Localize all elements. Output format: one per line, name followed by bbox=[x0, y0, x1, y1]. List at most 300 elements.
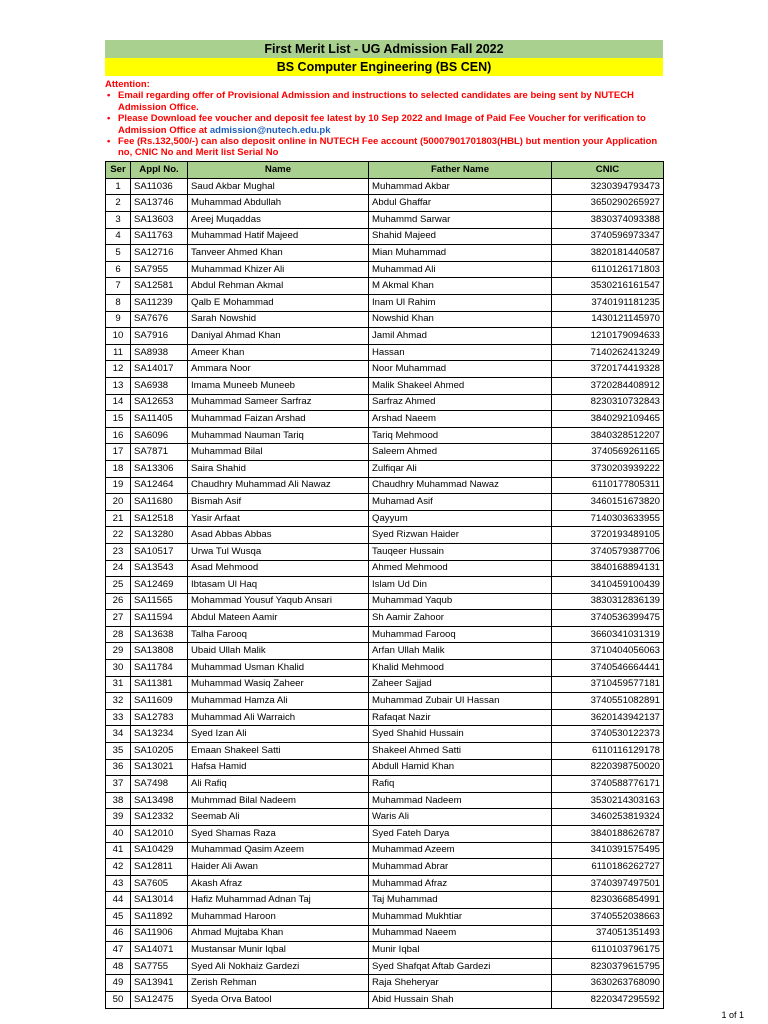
cnic-cell: 3820181440587 bbox=[552, 245, 664, 262]
father-name-cell: Nowshid Khan bbox=[369, 311, 552, 328]
name-cell: Muhammad Sameer Sarfraz bbox=[188, 394, 369, 411]
appl-no-cell: SA11680 bbox=[131, 494, 188, 511]
father-name-cell: Muhammd Sarwar bbox=[369, 212, 552, 229]
appl-no-cell: SA11036 bbox=[131, 178, 188, 195]
appl-no-cell: SA14071 bbox=[131, 942, 188, 959]
name-cell: Muhmmad Bilal Nadeem bbox=[188, 792, 369, 809]
ser-cell: 39 bbox=[106, 809, 131, 826]
ser-cell: 4 bbox=[106, 228, 131, 245]
name-cell: Muhammad Haroon bbox=[188, 908, 369, 925]
name-cell: Muhammad Abdullah bbox=[188, 195, 369, 212]
father-name-cell: Malik Shakeel Ahmed bbox=[369, 377, 552, 394]
appl-no-cell: SA13638 bbox=[131, 626, 188, 643]
name-cell: Zerish Rehman bbox=[188, 975, 369, 992]
father-name-cell: Qayyum bbox=[369, 510, 552, 527]
ser-cell: 26 bbox=[106, 593, 131, 610]
father-name-cell: Abid Hussain Shah bbox=[369, 991, 552, 1008]
ser-cell: 40 bbox=[106, 826, 131, 843]
father-name-cell: Muhammad Mukhtiar bbox=[369, 908, 552, 925]
name-cell: Mohammad Yousuf Yaqub Ansari bbox=[188, 593, 369, 610]
appl-no-cell: SA11381 bbox=[131, 676, 188, 693]
ser-cell: 13 bbox=[106, 377, 131, 394]
table-header-row bbox=[106, 161, 664, 178]
appl-no-cell: SA6938 bbox=[131, 377, 188, 394]
appl-no-cell: SA7755 bbox=[131, 958, 188, 975]
table-row bbox=[106, 361, 664, 378]
table-row bbox=[106, 693, 664, 710]
appl-no-cell: SA11906 bbox=[131, 925, 188, 942]
father-name-cell: Inam Ul Rahim bbox=[369, 295, 552, 312]
name-cell: Haider Ali Awan bbox=[188, 859, 369, 876]
father-name-cell: Abdull Hamid Khan bbox=[369, 759, 552, 776]
appl-no-cell: SA7955 bbox=[131, 261, 188, 278]
ser-cell: 37 bbox=[106, 776, 131, 793]
appl-no-cell: SA8938 bbox=[131, 344, 188, 361]
table-row bbox=[106, 842, 664, 859]
appl-no-cell: SA13014 bbox=[131, 892, 188, 909]
cnic-cell: 3630263768090 bbox=[552, 975, 664, 992]
table-row bbox=[106, 344, 664, 361]
cnic-cell: 6110103796175 bbox=[552, 942, 664, 959]
name-cell: Akash Afraz bbox=[188, 875, 369, 892]
table-row bbox=[106, 676, 664, 693]
name-cell: Mustansar Munir Iqbal bbox=[188, 942, 369, 959]
name-cell: Ahmad Mujtaba Khan bbox=[188, 925, 369, 942]
appl-no-cell: SA11239 bbox=[131, 295, 188, 312]
cnic-cell: 3660341031319 bbox=[552, 626, 664, 643]
name-cell: Qalb E Mohammad bbox=[188, 295, 369, 312]
father-name-cell: Sarfraz Ahmed bbox=[369, 394, 552, 411]
ser-cell: 24 bbox=[106, 560, 131, 577]
father-name-cell: Abdul Ghaffar bbox=[369, 195, 552, 212]
table-row bbox=[106, 494, 664, 511]
merit-table bbox=[105, 161, 664, 1009]
ser-cell: 42 bbox=[106, 859, 131, 876]
appl-no-cell: SA12464 bbox=[131, 477, 188, 494]
attention-notice bbox=[105, 79, 663, 159]
table-row bbox=[106, 427, 664, 444]
table-row bbox=[106, 875, 664, 892]
ser-cell: 3 bbox=[106, 212, 131, 229]
notice-item-fee bbox=[105, 136, 663, 159]
appl-no-cell: SA11609 bbox=[131, 693, 188, 710]
name-cell: Muhammad Faizan Arshad bbox=[188, 411, 369, 428]
cnic-cell: 3460151673820 bbox=[552, 494, 664, 511]
father-name-cell: Muhammad Nadeem bbox=[369, 792, 552, 809]
appl-no-cell: SA11763 bbox=[131, 228, 188, 245]
father-name-cell: Shakeel Ahmed Satti bbox=[369, 743, 552, 760]
table-row bbox=[106, 377, 664, 394]
table-body bbox=[106, 178, 664, 1008]
cnic-cell: 8220347295592 bbox=[552, 991, 664, 1008]
father-name-cell: Rafiq bbox=[369, 776, 552, 793]
father-name-cell: Arshad Naeem bbox=[369, 411, 552, 428]
name-cell: Emaan Shakeel Satti bbox=[188, 743, 369, 760]
name-cell: Imama Muneeb Muneeb bbox=[188, 377, 369, 394]
table-row bbox=[106, 991, 664, 1008]
appl-no-cell: SA13306 bbox=[131, 460, 188, 477]
ser-cell: 49 bbox=[106, 975, 131, 992]
table-row bbox=[106, 660, 664, 677]
ser-cell: 45 bbox=[106, 908, 131, 925]
father-name-cell: Muhammad Ali bbox=[369, 261, 552, 278]
ser-cell: 50 bbox=[106, 991, 131, 1008]
ser-cell: 2 bbox=[106, 195, 131, 212]
cnic-cell: 1430121145970 bbox=[552, 311, 664, 328]
name-cell: Asad Mehmood bbox=[188, 560, 369, 577]
table-row bbox=[106, 577, 664, 594]
father-name-cell: Syed Shafqat Aftab Gardezi bbox=[369, 958, 552, 975]
notice-item-voucher-text: Please Download fee voucher and deposit fee latest by 10 Sep 2022 and Image of Paid Fee Voucher for verification to Admission Office at bbox=[118, 113, 646, 136]
name-cell: Syed Ali Nokhaiz Gardezi bbox=[188, 958, 369, 975]
father-name-cell: Muhammad Naeem bbox=[369, 925, 552, 942]
cnic-cell: 3720193489105 bbox=[552, 527, 664, 544]
ser-cell: 32 bbox=[106, 693, 131, 710]
cnic-cell: 3740588776171 bbox=[552, 776, 664, 793]
column-header-father-name: Father Name bbox=[369, 161, 552, 178]
attention-label: Attention: bbox=[105, 79, 150, 90]
appl-no-cell: SA12518 bbox=[131, 510, 188, 527]
cnic-cell: 6110177805311 bbox=[552, 477, 664, 494]
table-row bbox=[106, 212, 664, 229]
column-header-appl-no: Appl No. bbox=[131, 161, 188, 178]
cnic-cell: 3740191181235 bbox=[552, 295, 664, 312]
cnic-cell: 3620143942137 bbox=[552, 709, 664, 726]
table-row bbox=[106, 726, 664, 743]
page-number: 1 of 1 bbox=[721, 1010, 744, 1020]
cnic-cell: 3830312836139 bbox=[552, 593, 664, 610]
cnic-cell: 1210179094633 bbox=[552, 328, 664, 345]
ser-cell: 43 bbox=[106, 875, 131, 892]
cnic-cell: 3840328512207 bbox=[552, 427, 664, 444]
table-row bbox=[106, 610, 664, 627]
table-row bbox=[106, 975, 664, 992]
appl-no-cell: SA12653 bbox=[131, 394, 188, 411]
appl-no-cell: SA11594 bbox=[131, 610, 188, 627]
cnic-cell: 3710404056063 bbox=[552, 643, 664, 660]
father-name-cell: Syed Fateh Darya bbox=[369, 826, 552, 843]
table-row bbox=[106, 643, 664, 660]
ser-cell: 19 bbox=[106, 477, 131, 494]
father-name-cell: Muhammad Afraz bbox=[369, 875, 552, 892]
cnic-cell: 3740569261165 bbox=[552, 444, 664, 461]
cnic-cell: 3840188626787 bbox=[552, 826, 664, 843]
notice-item-email bbox=[105, 90, 663, 113]
appl-no-cell: SA12475 bbox=[131, 991, 188, 1008]
table-row bbox=[106, 477, 664, 494]
father-name-cell: Munir Iqbal bbox=[369, 942, 552, 959]
appl-no-cell: SA12581 bbox=[131, 278, 188, 295]
ser-cell: 11 bbox=[106, 344, 131, 361]
table-row bbox=[106, 295, 664, 312]
father-name-cell: Ahmed Mehmood bbox=[369, 560, 552, 577]
name-cell: Muhammad Ali Warraich bbox=[188, 709, 369, 726]
cnic-cell: 3720284408912 bbox=[552, 377, 664, 394]
table-row bbox=[106, 560, 664, 577]
appl-no-cell: SA7498 bbox=[131, 776, 188, 793]
appl-no-cell: SA11784 bbox=[131, 660, 188, 677]
name-cell: Areej Muqaddas bbox=[188, 212, 369, 229]
name-cell: Muhammad Hamza Ali bbox=[188, 693, 369, 710]
father-name-cell: Khalid Mehmood bbox=[369, 660, 552, 677]
father-name-cell: Tauqeer Hussain bbox=[369, 543, 552, 560]
father-name-cell: Zaheer Sajjad bbox=[369, 676, 552, 693]
notice-item-fee-text: Fee (Rs.132,500/-) can also deposit online in NUTECH Fee account (50007901701803(HBL) but mention your Application no, CNIC No and Merit list Serial No bbox=[118, 136, 658, 159]
cnic-cell: 7140262413249 bbox=[552, 344, 664, 361]
ser-cell: 10 bbox=[106, 328, 131, 345]
table-row bbox=[106, 394, 664, 411]
cnic-cell: 3740530122373 bbox=[552, 726, 664, 743]
cnic-cell: 3410459100439 bbox=[552, 577, 664, 594]
appl-no-cell: SA11892 bbox=[131, 908, 188, 925]
appl-no-cell: SA13941 bbox=[131, 975, 188, 992]
cnic-cell: 3460253819324 bbox=[552, 809, 664, 826]
ser-cell: 8 bbox=[106, 295, 131, 312]
ser-cell: 48 bbox=[106, 958, 131, 975]
table-row bbox=[106, 809, 664, 826]
name-cell: Hafsa Hamid bbox=[188, 759, 369, 776]
name-cell: Syed Shamas Raza bbox=[188, 826, 369, 843]
cnic-cell: 3410391575495 bbox=[552, 842, 664, 859]
name-cell: Daniyal Ahmad Khan bbox=[188, 328, 369, 345]
table-row bbox=[106, 892, 664, 909]
ser-cell: 35 bbox=[106, 743, 131, 760]
father-name-cell: Taj Muhammad bbox=[369, 892, 552, 909]
father-name-cell: Syed Rizwan Haider bbox=[369, 527, 552, 544]
table-row bbox=[106, 776, 664, 793]
table-row bbox=[106, 908, 664, 925]
appl-no-cell: SA13543 bbox=[131, 560, 188, 577]
father-name-cell: Muhammad Abrar bbox=[369, 859, 552, 876]
cnic-cell: 3710459577181 bbox=[552, 676, 664, 693]
name-cell: Sarah Nowshid bbox=[188, 311, 369, 328]
ser-cell: 29 bbox=[106, 643, 131, 660]
appl-no-cell: SA10429 bbox=[131, 842, 188, 859]
cnic-cell: 374051351493 bbox=[552, 925, 664, 942]
name-cell: Syeda Orva Batool bbox=[188, 991, 369, 1008]
name-cell: Abdul Mateen Aamir bbox=[188, 610, 369, 627]
name-cell: Ammara Noor bbox=[188, 361, 369, 378]
ser-cell: 34 bbox=[106, 726, 131, 743]
name-cell: Muhammad Khizer Ali bbox=[188, 261, 369, 278]
table-row bbox=[106, 444, 664, 461]
ser-cell: 6 bbox=[106, 261, 131, 278]
father-name-cell: Zulfiqar Ali bbox=[369, 460, 552, 477]
father-name-cell: Hassan bbox=[369, 344, 552, 361]
table-row bbox=[106, 743, 664, 760]
appl-no-cell: SA14017 bbox=[131, 361, 188, 378]
father-name-cell: Muhammad Akbar bbox=[369, 178, 552, 195]
ser-cell: 12 bbox=[106, 361, 131, 378]
cnic-cell: 3740397497501 bbox=[552, 875, 664, 892]
table-row bbox=[106, 826, 664, 843]
table-row bbox=[106, 278, 664, 295]
appl-no-cell: SA11405 bbox=[131, 411, 188, 428]
father-name-cell: Muhamad Asif bbox=[369, 494, 552, 511]
merit-list-sheet bbox=[105, 40, 663, 1009]
cnic-cell: 3840292109465 bbox=[552, 411, 664, 428]
appl-no-cell: SA12010 bbox=[131, 826, 188, 843]
table-row bbox=[106, 261, 664, 278]
appl-no-cell: SA13280 bbox=[131, 527, 188, 544]
ser-cell: 16 bbox=[106, 427, 131, 444]
name-cell: Ibtasam Ul Haq bbox=[188, 577, 369, 594]
appl-no-cell: SA12811 bbox=[131, 859, 188, 876]
father-name-cell: Mian Muhammad bbox=[369, 245, 552, 262]
cnic-cell: 3740579387706 bbox=[552, 543, 664, 560]
table-row bbox=[106, 593, 664, 610]
name-cell: Bismah Asif bbox=[188, 494, 369, 511]
cnic-cell: 8230366854991 bbox=[552, 892, 664, 909]
father-name-cell: Tariq Mehmood bbox=[369, 427, 552, 444]
ser-cell: 27 bbox=[106, 610, 131, 627]
name-cell: Tanveer Ahmed Khan bbox=[188, 245, 369, 262]
father-name-cell: Waris Ali bbox=[369, 809, 552, 826]
name-cell: Ubaid Ullah Malik bbox=[188, 643, 369, 660]
father-name-cell: Muhammad Azeem bbox=[369, 842, 552, 859]
cnic-cell: 6110126171803 bbox=[552, 261, 664, 278]
table-row bbox=[106, 460, 664, 477]
appl-no-cell: SA12332 bbox=[131, 809, 188, 826]
ser-cell: 20 bbox=[106, 494, 131, 511]
name-cell: Ali Rafiq bbox=[188, 776, 369, 793]
notice-item-voucher bbox=[105, 113, 663, 136]
father-name-cell: Muhammad Farooq bbox=[369, 626, 552, 643]
ser-cell: 14 bbox=[106, 394, 131, 411]
appl-no-cell: SA13746 bbox=[131, 195, 188, 212]
table-row bbox=[106, 925, 664, 942]
cnic-cell: 8230310732843 bbox=[552, 394, 664, 411]
name-cell: Muhammad Qasim Azeem bbox=[188, 842, 369, 859]
appl-no-cell: SA13021 bbox=[131, 759, 188, 776]
appl-no-cell: SA13234 bbox=[131, 726, 188, 743]
ser-cell: 9 bbox=[106, 311, 131, 328]
appl-no-cell: SA12783 bbox=[131, 709, 188, 726]
name-cell: Talha Farooq bbox=[188, 626, 369, 643]
name-cell: Abdul Rehman Akmal bbox=[188, 278, 369, 295]
ser-cell: 21 bbox=[106, 510, 131, 527]
appl-no-cell: SA7871 bbox=[131, 444, 188, 461]
appl-no-cell: SA13603 bbox=[131, 212, 188, 229]
appl-no-cell: SA13808 bbox=[131, 643, 188, 660]
cnic-cell: 3740536399475 bbox=[552, 610, 664, 627]
ser-cell: 1 bbox=[106, 178, 131, 195]
father-name-cell: Islam Ud Din bbox=[369, 577, 552, 594]
cnic-cell: 3740596973347 bbox=[552, 228, 664, 245]
table-row bbox=[106, 942, 664, 959]
cnic-cell: 7140303633955 bbox=[552, 510, 664, 527]
ser-cell: 30 bbox=[106, 660, 131, 677]
appl-no-cell: SA10205 bbox=[131, 743, 188, 760]
column-header-name: Name bbox=[188, 161, 369, 178]
name-cell: Urwa Tul Wusqa bbox=[188, 543, 369, 560]
name-cell: Saira Shahid bbox=[188, 460, 369, 477]
father-name-cell: Muhammad Yaqub bbox=[369, 593, 552, 610]
ser-cell: 25 bbox=[106, 577, 131, 594]
name-cell: Hafiz Muhammad Adnan Taj bbox=[188, 892, 369, 909]
name-cell: Yasir Arfaat bbox=[188, 510, 369, 527]
ser-cell: 15 bbox=[106, 411, 131, 428]
father-name-cell: M Akmal Khan bbox=[369, 278, 552, 295]
table-row bbox=[106, 328, 664, 345]
father-name-cell: Chaudhry Muhammad Nawaz bbox=[369, 477, 552, 494]
appl-no-cell: SA12469 bbox=[131, 577, 188, 594]
table-row bbox=[106, 626, 664, 643]
ser-cell: 7 bbox=[106, 278, 131, 295]
name-cell: Chaudhry Muhammad Ali Nawaz bbox=[188, 477, 369, 494]
ser-cell: 5 bbox=[106, 245, 131, 262]
ser-cell: 18 bbox=[106, 460, 131, 477]
appl-no-cell: SA11565 bbox=[131, 593, 188, 610]
page-title: First Merit List - UG Admission Fall 2022 bbox=[105, 40, 663, 58]
table-row bbox=[106, 311, 664, 328]
father-name-cell: Sh Aamir Zahoor bbox=[369, 610, 552, 627]
table-row bbox=[106, 245, 664, 262]
ser-cell: 47 bbox=[106, 942, 131, 959]
appl-no-cell: SA6096 bbox=[131, 427, 188, 444]
name-cell: Ameer Khan bbox=[188, 344, 369, 361]
ser-cell: 23 bbox=[106, 543, 131, 560]
program-title: BS Computer Engineering (BS CEN) bbox=[105, 58, 663, 76]
father-name-cell: Raja Sheheryar bbox=[369, 975, 552, 992]
father-name-cell: Arfan Ullah Malik bbox=[369, 643, 552, 660]
cnic-cell: 3740552038663 bbox=[552, 908, 664, 925]
table-row bbox=[106, 411, 664, 428]
ser-cell: 28 bbox=[106, 626, 131, 643]
name-cell: Muhammad Usman Khalid bbox=[188, 660, 369, 677]
father-name-cell: Muhammad Zubair Ul Hassan bbox=[369, 693, 552, 710]
table-row bbox=[106, 527, 664, 544]
table-row bbox=[106, 792, 664, 809]
name-cell: Muhammad Wasiq Zaheer bbox=[188, 676, 369, 693]
table-row bbox=[106, 543, 664, 560]
cnic-cell: 6110186262727 bbox=[552, 859, 664, 876]
cnic-cell: 6110116129178 bbox=[552, 743, 664, 760]
father-name-cell: Jamil Ahmad bbox=[369, 328, 552, 345]
cnic-cell: 3720174419328 bbox=[552, 361, 664, 378]
cnic-cell: 3230394793473 bbox=[552, 178, 664, 195]
appl-no-cell: SA13498 bbox=[131, 792, 188, 809]
cnic-cell: 3730203939222 bbox=[552, 460, 664, 477]
cnic-cell: 3650290265927 bbox=[552, 195, 664, 212]
table-row bbox=[106, 958, 664, 975]
notice-item-email-text: Email regarding offer of Provisional Admission and instructions to selected candidates are being sent by NUTECH Admission Office. bbox=[118, 90, 634, 113]
ser-cell: 31 bbox=[106, 676, 131, 693]
appl-no-cell: SA7605 bbox=[131, 875, 188, 892]
cnic-cell: 3740546664441 bbox=[552, 660, 664, 677]
cnic-cell: 3530214303163 bbox=[552, 792, 664, 809]
ser-cell: 41 bbox=[106, 842, 131, 859]
appl-no-cell: SA10517 bbox=[131, 543, 188, 560]
cnic-cell: 3830374093388 bbox=[552, 212, 664, 229]
name-cell: Asad Abbas Abbas bbox=[188, 527, 369, 544]
ser-cell: 44 bbox=[106, 892, 131, 909]
appl-no-cell: SA7676 bbox=[131, 311, 188, 328]
column-header-ser: Ser bbox=[106, 161, 131, 178]
column-header-cnic: CNIC bbox=[552, 161, 664, 178]
admission-email-link[interactable]: admission@nutech.edu.pk bbox=[209, 124, 331, 136]
ser-cell: 33 bbox=[106, 709, 131, 726]
ser-cell: 36 bbox=[106, 759, 131, 776]
name-cell: Syed Izan Ali bbox=[188, 726, 369, 743]
cnic-cell: 3740551082891 bbox=[552, 693, 664, 710]
table-row bbox=[106, 709, 664, 726]
father-name-cell: Noor Muhammad bbox=[369, 361, 552, 378]
name-cell: Muhammad Hatif Majeed bbox=[188, 228, 369, 245]
table-row bbox=[106, 510, 664, 527]
table-row bbox=[106, 195, 664, 212]
father-name-cell: Shahid Majeed bbox=[369, 228, 552, 245]
